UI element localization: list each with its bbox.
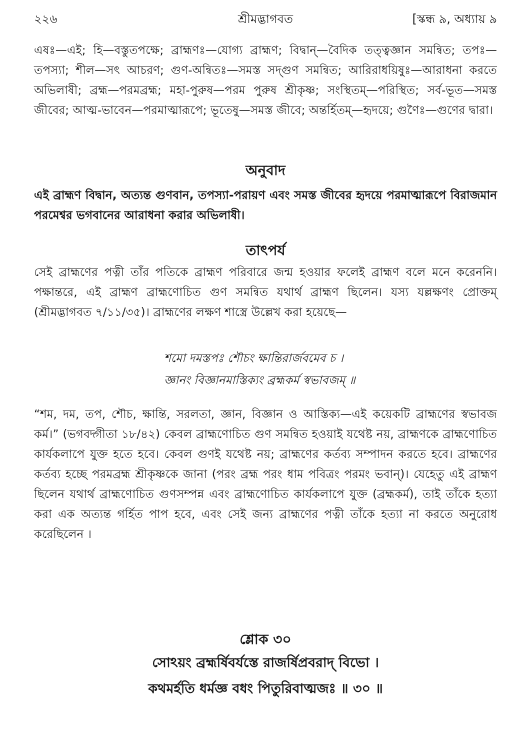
translation-heading: অনুবাদ bbox=[245, 163, 286, 179]
verse-line-2: কথমর্হতি ধর্মজ্ঞ বধং পিতুরিবাত্মজঃ ॥ ৩০ ॥ bbox=[148, 681, 383, 697]
chapter-reference: [স্কন্ধ ৯, অধ্যায় ৯ bbox=[412, 12, 497, 26]
sanskrit-quote-line-1: শমো দমস্তপঃ শৌচং ক্ষান্তিরার্জবমেব চ । bbox=[164, 351, 344, 365]
purport-paragraph-2: “শম, দম, তপ, শৌচ, ক্ষান্তি, সরলতা, জ্ঞান, বিজ্ঞান ও আস্তিক্য—এই কয়েকটি ব্রাহ্মণের স্বভাবজ কর্ম।” (ভগবদ্গীতা ১৮/৪২) কেবল ব্রাহ্মণোচিত গুণ সমন্বিত হওয়াই যথেষ্ট নয়, ব্রাহ্মণকে ব্রাহ্মণোচিত কার্যকলাপে যুক্ত হতে হবে। কেবল গুণই যথেষ্ট নয়; ব্রাহ্মণের কর্তব্য সম্পাদন করতে হবে। ব্রাহ্মণের কর্তব্য হচ্ছে পরমব্রহ্ম শ্রীকৃষ্ণকে জানা (পরং ব্রহ্ম পরং ধাম পবিত্রং পরমং ভবান্)। যেহেতু এই ব্রাহ্মণ ছিলেন যথার্থ ব্রাহ্মণোচিত গুণসম্পন্ন এবং ব্রাহ্মণোচিত কার্যকলাপে যুক্ত (ব্রহ্মকর্ম), তাই তাঁকে হত্যা করা এক অত্যন্ত গর্হিত পাপ হবে, এবং সেই জন্য ব্রাহ্মণের পত্নী তাঁকে হত্যা না করতে অনুরোধ করেছিলেন । bbox=[34, 407, 497, 541]
translation-text: এই ব্রাহ্মণ বিদ্বান, অত্যন্ত গুণবান, তপস্যা-পরায়ণ এবং সমস্ত জীবের হৃদয়ে পরমাত্মারূপে বিরাজমান পরমেশ্বর ভগবানের আরাধনা করার অভিলাষী। bbox=[34, 188, 497, 222]
page-header bbox=[34, 10, 497, 32]
verse-heading: শ্লোক ৩০ bbox=[239, 632, 292, 648]
purport-paragraph-1: সেই ব্রাহ্মণের পত্নী তাঁর পতিকে ব্রাহ্মণ পরিবারে জন্ম হওয়ার ফলেই ব্রাহ্মণ বলে মনে করেননি। পক্ষান্তরে, এই ব্রাহ্মণ ব্রাহ্মণোচিত গুণ সমন্বিত যথার্থ ব্রাহ্মণ ছিলেন। যস্য যল্লক্ষণং প্রোক্তম্ (শ্রীমদ্ভাগবত ৭/১১/৩৫)। ব্রাহ্মণের লক্ষণ শাস্ত্রে উল্লেখ করা হয়েছে— bbox=[34, 265, 497, 319]
page-number: ২২৬ bbox=[34, 12, 58, 26]
purport-heading: তাৎপর্য bbox=[245, 243, 286, 259]
sanskrit-quote-line-2: জ্ঞানং বিজ্ঞানমাস্তিক্যং ব্রহ্মকর্ম স্বভাবজম্ ॥ bbox=[164, 373, 356, 387]
verse-line-1: সোঽয়ং ব্রহ্মর্ষিবর্যস্তে রাজর্ষিপ্রবরাদ্ বিভো । bbox=[152, 655, 379, 671]
book-title: শ্রীমদ্ভাগবত bbox=[237, 12, 293, 26]
synonyms-paragraph: এষঃ—এই; হি—বস্তুতপক্ষে; ব্রাহ্মণঃ—যোগ্য ব্রাহ্মণ; বিদ্বান্—বৈদিক তত্ত্বজ্ঞান সমন্বিত; তপঃ—তপস্যা; শীল—সৎ আচরণ; গুণ-অন্বিতঃ—সমস্ত সদ্‌গুণ সমন্বিত; আরিরাধয়িষুঃ—আরাধনা করতে অভিলাষী; ব্রহ্ম—পরমব্রহ্ম; মহা-পুরুষ—পরম পুরুষ শ্রীকৃষ্ণ; সংস্থিতম্—পরিস্থিত; সর্ব-ভূত—সমস্ত জীবের; আত্ম-ভাবেন—পরমাত্মারূপে; ভূতেষু—সমস্ত জীবে; অন্তর্হিতম্—হৃদয়ে; গুণৈঃ—গুণের দ্বারা। bbox=[34, 43, 497, 117]
